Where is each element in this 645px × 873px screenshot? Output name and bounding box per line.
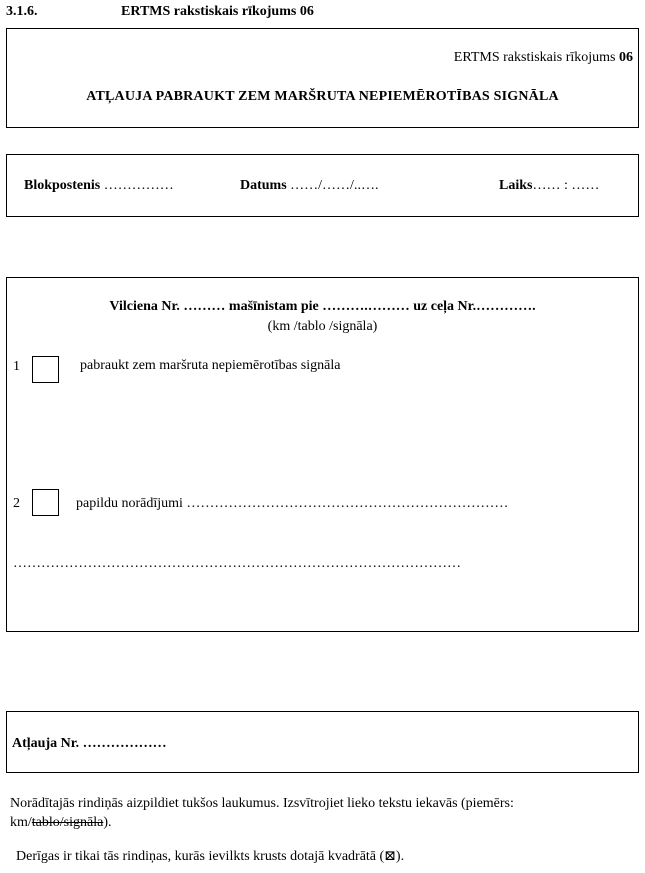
- note-2-end: ).: [395, 849, 405, 864]
- item-2-checkbox[interactable]: [32, 489, 59, 516]
- item-1-checkbox[interactable]: [32, 356, 59, 383]
- permit-box: [6, 711, 639, 773]
- header-box: [6, 28, 639, 128]
- crossed-box-icon: ⊠: [384, 849, 396, 864]
- date-field: [240, 178, 378, 194]
- main-box: [6, 277, 639, 632]
- note-1-line-1: Norādītajās rindiņās aizpildiet tukšos laukumus. Izsvītrojiet lieko tekstu iekavās (piemērs:: [10, 796, 514, 811]
- block-post-input[interactable]: ……………: [103, 178, 174, 193]
- note-1-prefix: km/: [10, 815, 32, 830]
- item-1-text: pabraukt zem maršruta nepiemērotības signāla: [80, 358, 341, 373]
- time-label: Laiks: [499, 178, 533, 193]
- item-2-number: 2: [13, 496, 20, 511]
- order-label: ERTMS rakstiskais rīkojums: [453, 50, 616, 65]
- note-2: [16, 848, 404, 865]
- train-line[interactable]: Vilciena Nr. ……… mašīnistam pie ……….……… uz ceļa Nr.………….: [109, 299, 536, 314]
- permit-input[interactable]: ………………: [82, 736, 167, 751]
- section-title: ERTMS rakstiskais rīkojums 06: [121, 4, 314, 19]
- note-1-line-2: [10, 815, 112, 831]
- block-post-label: Blokpostenis: [24, 178, 101, 193]
- note-1-strike-example: tablo/signāla: [31, 815, 104, 830]
- order-reference: [454, 50, 633, 66]
- date-label: Datums: [240, 178, 287, 193]
- time-field: [499, 178, 599, 194]
- note-2-text: Derīgas ir tikai tās rindiņas, kurās ievilkts krusts dotajā kvadrātā (: [16, 849, 385, 864]
- form-title: ATĻAUJA PABRAUKT ZEM MARŠRUTA NEPIEMĒROTĪBAS SIGNĀLA: [86, 89, 559, 104]
- section-number: 3.1.6.: [6, 4, 38, 19]
- item-2-text[interactable]: papildu norādījumi ……………………………………………………………: [76, 496, 509, 511]
- permit-field: [12, 736, 167, 752]
- item-1-number: 1: [13, 359, 20, 374]
- location-hint: (km /tablo /signāla): [267, 319, 378, 334]
- time-input[interactable]: …… : ……: [532, 178, 600, 193]
- date-input[interactable]: ……/……/..….: [290, 178, 379, 193]
- info-box: [6, 154, 639, 217]
- note-1-suffix: ).: [103, 815, 112, 830]
- order-number: 06: [619, 50, 633, 65]
- permit-label: Atļauja Nr.: [12, 736, 80, 751]
- block-post-field: [24, 178, 174, 194]
- item-2-continuation[interactable]: ……………………………………………………………………………………: [13, 556, 461, 571]
